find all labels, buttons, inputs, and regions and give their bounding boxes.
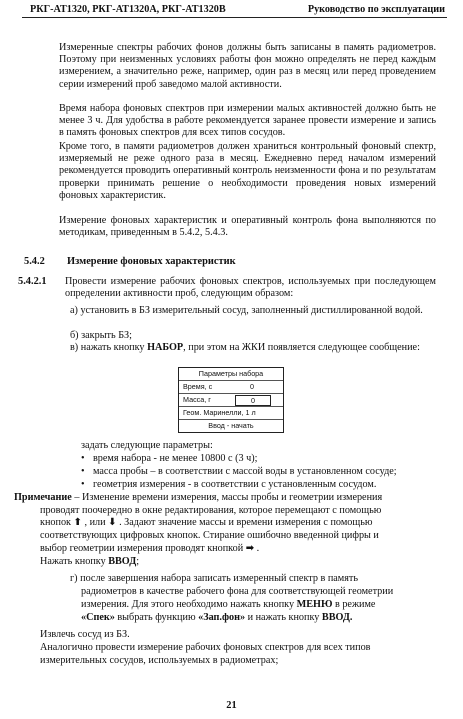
params-lead: задать следующие параметры:: [81, 440, 213, 451]
param-bullet-2: • масса пробы – в соответствии с массой воды в установленном сосуде;: [81, 466, 397, 477]
item-v-key: НАБОР: [147, 342, 184, 353]
enter-post: ;: [136, 556, 140, 567]
closing-line-2: измерительных сосудов, используемых в радиометрах;: [40, 655, 279, 666]
note-line-2: проводят поочередно в окне редактирования, которое перемещают с помощью: [40, 505, 382, 516]
dialog-geometry-row[interactable]: [179, 407, 283, 420]
function-zap-fon: «Зап.фон»: [198, 612, 246, 623]
dialog-time-row[interactable]: [179, 381, 283, 394]
intro-text-3: Кроме того, в памяти радиометров должен храниться контрольный фоновый спектр, измеряемый не реже одного раза в месяц. Ежедневно перед началом измерений рекомендуется проводить оперативный контроль неизменности фона и по результатам проверки принимать решение о необходимости проведения новых измерений фоновых характеристик.: [59, 141, 436, 201]
enter-instruction: [40, 556, 442, 568]
dialog-mass-value[interactable]: 0: [235, 395, 271, 406]
remove-vessel: Извлечь сосуд из БЗ.: [40, 629, 130, 640]
item-g-text-4b: выбрать функцию: [114, 612, 199, 623]
intro-text-1: Измеренные спектры рабочих фонов должны быть записаны в память радиометров. Поэтому при неизменных условиях работы фон можно определять не перед каждым измерением, а значительно реже, например, один раз в месяц или перед проведением серии измерений проб заведомо малой активности.: [59, 42, 436, 90]
menu-key: МЕНЮ: [296, 599, 333, 610]
note-text-1: – Изменение времени измерения, массы пробы и геометрии измерения: [71, 492, 383, 503]
intro-text-2: Время набора фоновых спектров при измерении малых активностей должно быть не менее 3 ч. Для удобства в работе рекомендуется заранее провести измерение и запись в память фоновых спектров для всех типов сосудов.: [59, 103, 436, 139]
intro-paragraph-4: [59, 215, 436, 239]
arrow-down-icon[interactable]: ⬇: [108, 517, 117, 528]
item-v-pre: в) нажать кнопку: [70, 342, 148, 353]
param-bullet-3: • геометрия измерения - в соответствии с установленным сосудом.: [81, 479, 377, 490]
note-line-4: соответствующих цифровых кнопок. Стирание ошибочно введенной цифры и: [40, 530, 379, 541]
note-line-1: [14, 492, 442, 504]
note-text-5a: выбор геометрии измерения проводят кнопкой: [40, 543, 246, 554]
item-a: а) установить в БЗ измерительный сосуд, заполненный дистиллированной водой.: [70, 305, 423, 316]
arrow-up-icon[interactable]: ⬆: [73, 517, 82, 528]
intro-paragraph-3: [59, 141, 436, 202]
note-line-3: [40, 517, 442, 529]
subsection-number: 5.4.2.1: [18, 276, 47, 287]
dialog-mass-row[interactable]: [179, 394, 283, 407]
page-number: 21: [226, 700, 237, 711]
header-right: Руководство по эксплуатации: [307, 4, 445, 15]
param-bullet-1: • время набора - не менее 10800 с (3 ч);: [81, 453, 258, 464]
header-left: РКГ-АТ1320, РКГ-АТ1320А, РКГ-АТ1320В: [30, 4, 226, 15]
note-line-5: [40, 543, 442, 555]
dialog-time-value[interactable]: 0: [250, 382, 254, 391]
param-text-1: время набора - не менее 10800 с (3 ч);: [93, 453, 258, 464]
section-title: Измерение фоновых характеристик: [67, 256, 236, 267]
note-label: Примечание: [14, 492, 72, 503]
intro-paragraph-1: [59, 42, 436, 91]
dialog-geometry: Геом. Маринелли, 1 л: [183, 408, 256, 417]
item-g-text-3c: в режиме: [332, 599, 376, 610]
arrow-right-icon[interactable]: ➡: [245, 543, 255, 554]
dialog-mass-label: Масса, г: [183, 395, 211, 404]
param-text-2: масса пробы – в соответствии с массой воды в установленном сосуде;: [93, 466, 397, 477]
item-v-post: , при этом на ЖКИ появляется следующее сообщение:: [183, 342, 420, 353]
item-v: [70, 342, 436, 354]
intro-paragraph-2: [59, 103, 436, 140]
dialog-title: Параметры набора: [179, 368, 283, 381]
item-g-text-3a: измерения. Для этого необходимо нажать кнопку: [81, 599, 297, 610]
enter-key: ВВОД: [108, 556, 137, 567]
page-header: [30, 4, 445, 18]
section-number: 5.4.2: [24, 256, 45, 267]
lcd-dialog: [178, 367, 284, 433]
note-text-3b: , или: [81, 517, 109, 528]
header-rule: [22, 17, 447, 18]
mode-spek: «Спек»: [81, 612, 115, 623]
item-g-line-3: [81, 599, 442, 611]
closing-line-1: Аналогично провести измерение рабочих фоновых спектров для всех типов: [40, 642, 371, 653]
enter-pre: Нажать кнопку: [40, 556, 109, 567]
note-text-3a: кнопок: [40, 517, 74, 528]
item-g-line-1: г) после завершения набора записать измеренный спектр в память: [70, 573, 359, 584]
item-b: б) закрыть БЗ;: [70, 330, 132, 341]
enter-key-2: ВВОД.: [321, 612, 353, 623]
item-g-line-4: [81, 612, 442, 624]
note-text-3c: . Задают значение массы и времени измерения с помощью: [116, 517, 373, 528]
param-text-3: геометрия измерения - в соответствии с установленным сосудом.: [93, 479, 377, 490]
intro-text-4: Измерение фоновых характеристик и оперативный контроль фона выполняются по методикам, приведенным в 5.4.2, 5.4.3.: [59, 215, 436, 239]
item-g-line-2: радиометров в качестве рабочего фона для соответствующей геометрии: [81, 586, 394, 597]
subsection-text: Провести измерение рабочих фоновых спектров, используемых при последующем определении активности проб, следующим образом:: [65, 276, 436, 300]
dialog-time-label: Время, с: [183, 382, 213, 391]
item-g-text-4d: и нажать кнопку: [245, 612, 322, 623]
note-text-5b: .: [254, 543, 260, 554]
dialog-enter-button[interactable]: Ввод - начать: [208, 421, 254, 430]
